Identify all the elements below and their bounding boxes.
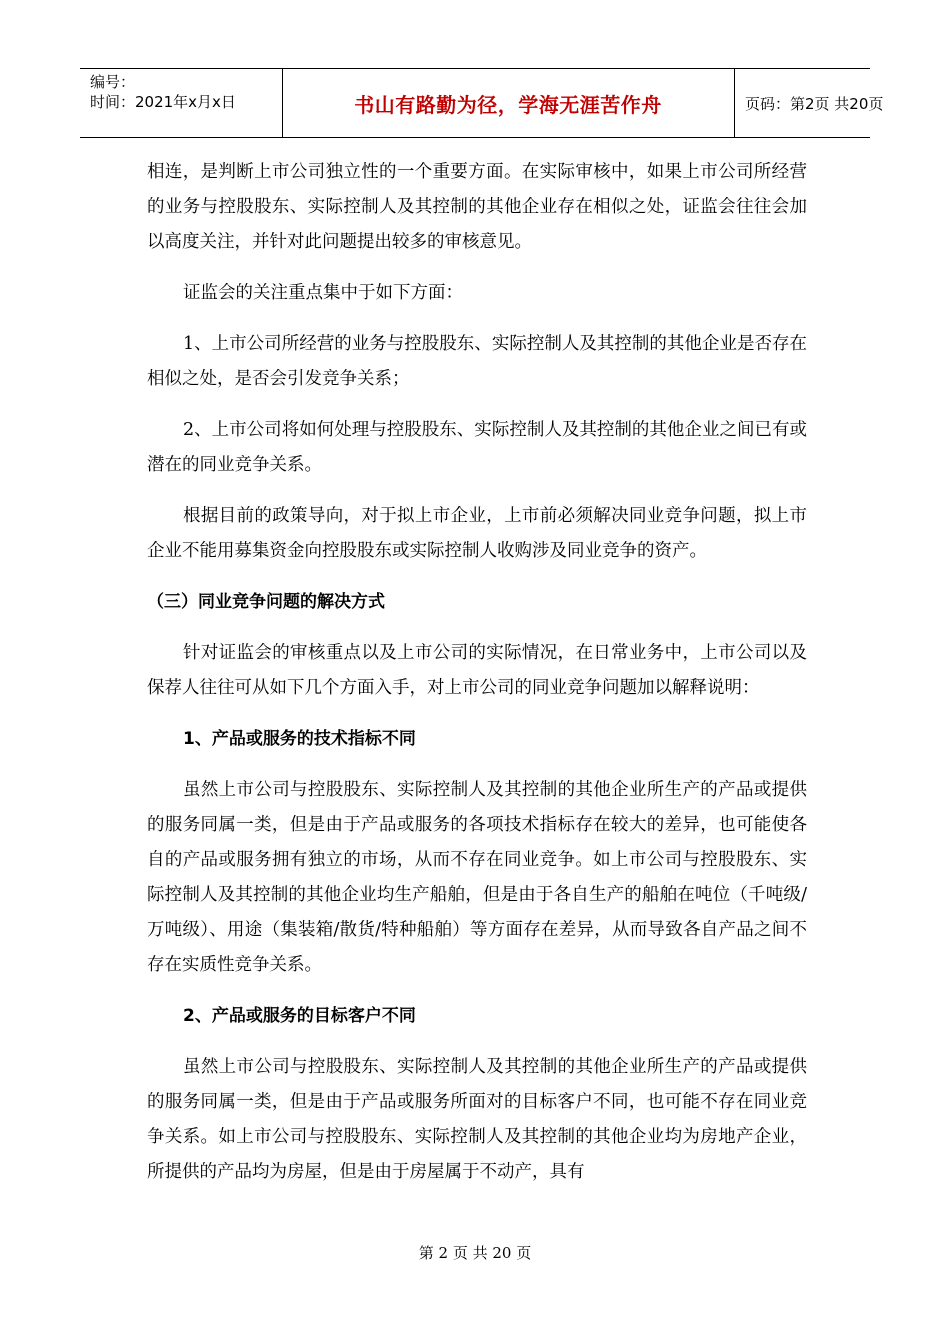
document-time-label: 时间：2021年x月x日 xyxy=(90,93,236,111)
paragraph: 虽然上市公司与控股股东、实际控制人及其控制的其他企业所生产的产品或提供的服务同属一类，但是由于产品或服务所面对的目标客户不同，也可能不存在同业竞争关系。如上市公司与控股股东、实际控制人及其控制的其他企业均为房地产企业，所提供的产品均为房屋，但是由于房屋属于不动产，具有 xyxy=(147,1057,807,1182)
header-meta-cell xyxy=(80,69,283,137)
paragraph: 针对证监会的审核重点以及上市公司的实际情况，在日常业务中，上市公司以及保荐人往往可从如下几个方面入手，对上市公司的同业竞争问题加以解释说明： xyxy=(147,643,807,698)
paragraph: 虽然上市公司与控股股东、实际控制人及其控制的其他企业所生产的产品或提供的服务同属一类，但是由于产品或服务的各项技术指标存在较大的差异，也可能使各自的产品或服务拥有独立的市场，从而不存在同业竞争。如上市公司与控股股东、实际控制人及其控制的其他企业均生产船舶，但是由于各自生产的船舶在吨位（千吨级/万吨级）、用途（集装箱/散货/特种船舶）等方面存在差异，从而导致各自产品之间不存在实质性竞争关系。 xyxy=(147,780,807,975)
section-heading: （三）同业竞争问题的解决方式 xyxy=(147,592,385,612)
header-page-info: 页码：第2页 共20页 xyxy=(745,94,884,113)
paragraph: 相连，是判断上市公司独立性的一个重要方面。在实际审核中，如果上市公司所经营的业务与控股股东、实际控制人及其控制的其他企业存在相似之处，证监会往往会加以高度关注，并针对此问题提出较多的审核意见。 xyxy=(147,162,807,252)
header-page-cell xyxy=(735,69,884,137)
list-item: 1、上市公司所经营的业务与控股股东、实际控制人及其控制的其他企业是否存在相似之处，是否会引发竞争关系； xyxy=(147,334,807,389)
paragraph: 根据目前的政策导向，对于拟上市企业，上市前必须解决同业竞争问题，拟上市企业不能用募集资金向控股股东或实际控制人收购涉及同业竞争的资产。 xyxy=(147,506,807,561)
subsection-heading: 2、产品或服务的目标客户不同 xyxy=(183,1006,416,1026)
paragraph: 证监会的关注重点集中于如下方面： xyxy=(183,283,463,303)
page-header xyxy=(80,68,884,138)
page-footer: 第 2 页 共 20 页 xyxy=(418,1244,532,1262)
list-item: 2、上市公司将如何处理与控股股东、实际控制人及其控制的其他企业之间已有或潜在的同业竞争关系。 xyxy=(147,420,807,475)
document-number-label: 编号： xyxy=(90,73,136,91)
subsection-heading: 1、产品或服务的技术指标不同 xyxy=(183,729,416,749)
document-body xyxy=(147,155,807,1206)
header-motto-cell xyxy=(282,69,735,137)
header-motto: 书山有路勤为径，学海无涯苦作舟 xyxy=(354,92,662,117)
